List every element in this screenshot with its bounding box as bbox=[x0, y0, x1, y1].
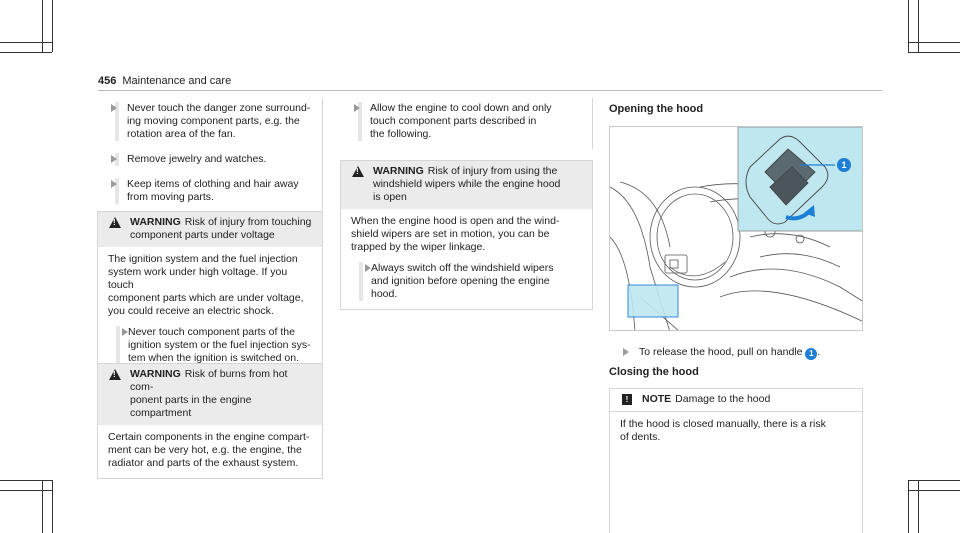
warning-title: Risk of injury from using the windshield wipers while the engine hood is open bbox=[373, 165, 561, 203]
crop-mark bbox=[918, 0, 919, 52]
callout-marker: 1 bbox=[837, 158, 851, 172]
warning-text: When the engine hood is open and the wind- shield wipers are set in motion, you can be trapped by the wiper linkage. bbox=[351, 215, 560, 253]
list-item: Allow the engine to cool down and only touch component parts described in the following. bbox=[340, 102, 592, 141]
warning-title: Risk of burns from hot com- ponent parts in the engine compartment bbox=[130, 368, 288, 419]
safety-bullets-box bbox=[97, 98, 323, 211]
instruction-text: To release the hood, pull on handle bbox=[639, 346, 803, 358]
note-label: NOTE bbox=[642, 393, 672, 405]
warning-label: WARNING bbox=[130, 368, 181, 380]
warning-body bbox=[98, 425, 322, 478]
column-left bbox=[97, 98, 323, 211]
page-number: 456 bbox=[98, 75, 117, 87]
warning-text: Certain components in the engine compart- ment can be very hot, e.g. the engine, the radiator and parts of the exhaust system. bbox=[108, 431, 310, 469]
crop-mark bbox=[52, 0, 53, 52]
warning-label: WARNING bbox=[373, 165, 424, 177]
crop-mark bbox=[42, 480, 43, 533]
crop-mark bbox=[908, 52, 960, 53]
note-title: Damage to the hood bbox=[675, 393, 771, 405]
header-divider bbox=[98, 90, 882, 91]
crop-mark bbox=[918, 480, 919, 533]
note-icon: ! bbox=[622, 394, 632, 405]
warning-box-burns bbox=[97, 363, 323, 479]
list-item: Always switch off the windshield wipers and ignition before opening the engine hood. bbox=[351, 262, 582, 301]
crop-mark bbox=[908, 0, 909, 52]
list-item: Never touch the danger zone surround- ing moving component parts, e.g. the rotation area of the fan. bbox=[97, 102, 322, 141]
warning-header bbox=[341, 161, 592, 209]
crop-mark bbox=[0, 490, 52, 491]
note-header bbox=[610, 389, 862, 411]
crop-mark bbox=[42, 0, 43, 52]
callout-marker: 1 bbox=[805, 348, 817, 360]
warning-header bbox=[98, 212, 322, 247]
section-title: Maintenance and care bbox=[122, 75, 232, 87]
warning-box-wipers bbox=[340, 160, 593, 310]
crop-mark bbox=[0, 42, 52, 43]
opening-hood-heading: Opening the hood bbox=[609, 103, 704, 115]
crop-mark bbox=[908, 480, 909, 533]
list-item: Remove jewelry and watches. bbox=[97, 153, 322, 166]
dashboard-illustration bbox=[610, 127, 863, 331]
crop-mark bbox=[0, 52, 52, 53]
warning-icon bbox=[352, 166, 364, 177]
warning-icon bbox=[109, 369, 121, 380]
warning-body bbox=[98, 247, 322, 373]
closing-hood-heading: Closing the hood bbox=[609, 366, 699, 378]
crop-mark bbox=[908, 42, 960, 43]
note-box-dents bbox=[609, 388, 863, 533]
warning-header bbox=[98, 364, 322, 425]
instruction-end: . bbox=[817, 346, 821, 358]
warning-body bbox=[341, 209, 592, 309]
hood-release-figure bbox=[609, 126, 863, 331]
instruction-step bbox=[609, 346, 863, 360]
crop-mark bbox=[0, 480, 52, 481]
crop-mark bbox=[52, 480, 53, 533]
warning-text: The ignition system and the fuel injection system work under high voltage. If you touch component parts which are under voltage, you could receive an electric shock. bbox=[108, 253, 304, 317]
crop-mark bbox=[908, 480, 960, 481]
warning-icon bbox=[109, 217, 121, 228]
warning-box-voltage bbox=[97, 211, 323, 374]
warning-title: Risk of injury from touching component parts under voltage bbox=[130, 216, 312, 241]
crop-mark bbox=[908, 490, 960, 491]
list-item: Never touch component parts of the ignition system or the fuel injection sys- tem when the ignition is switched on. bbox=[108, 326, 312, 365]
note-body: If the hood is closed manually, there is a risk of dents. bbox=[620, 418, 826, 443]
list-item: Keep items of clothing and hair away from moving parts. bbox=[97, 178, 322, 204]
cool-down-box bbox=[340, 98, 593, 149]
page-header bbox=[98, 75, 231, 88]
warning-label: WARNING bbox=[130, 216, 181, 228]
